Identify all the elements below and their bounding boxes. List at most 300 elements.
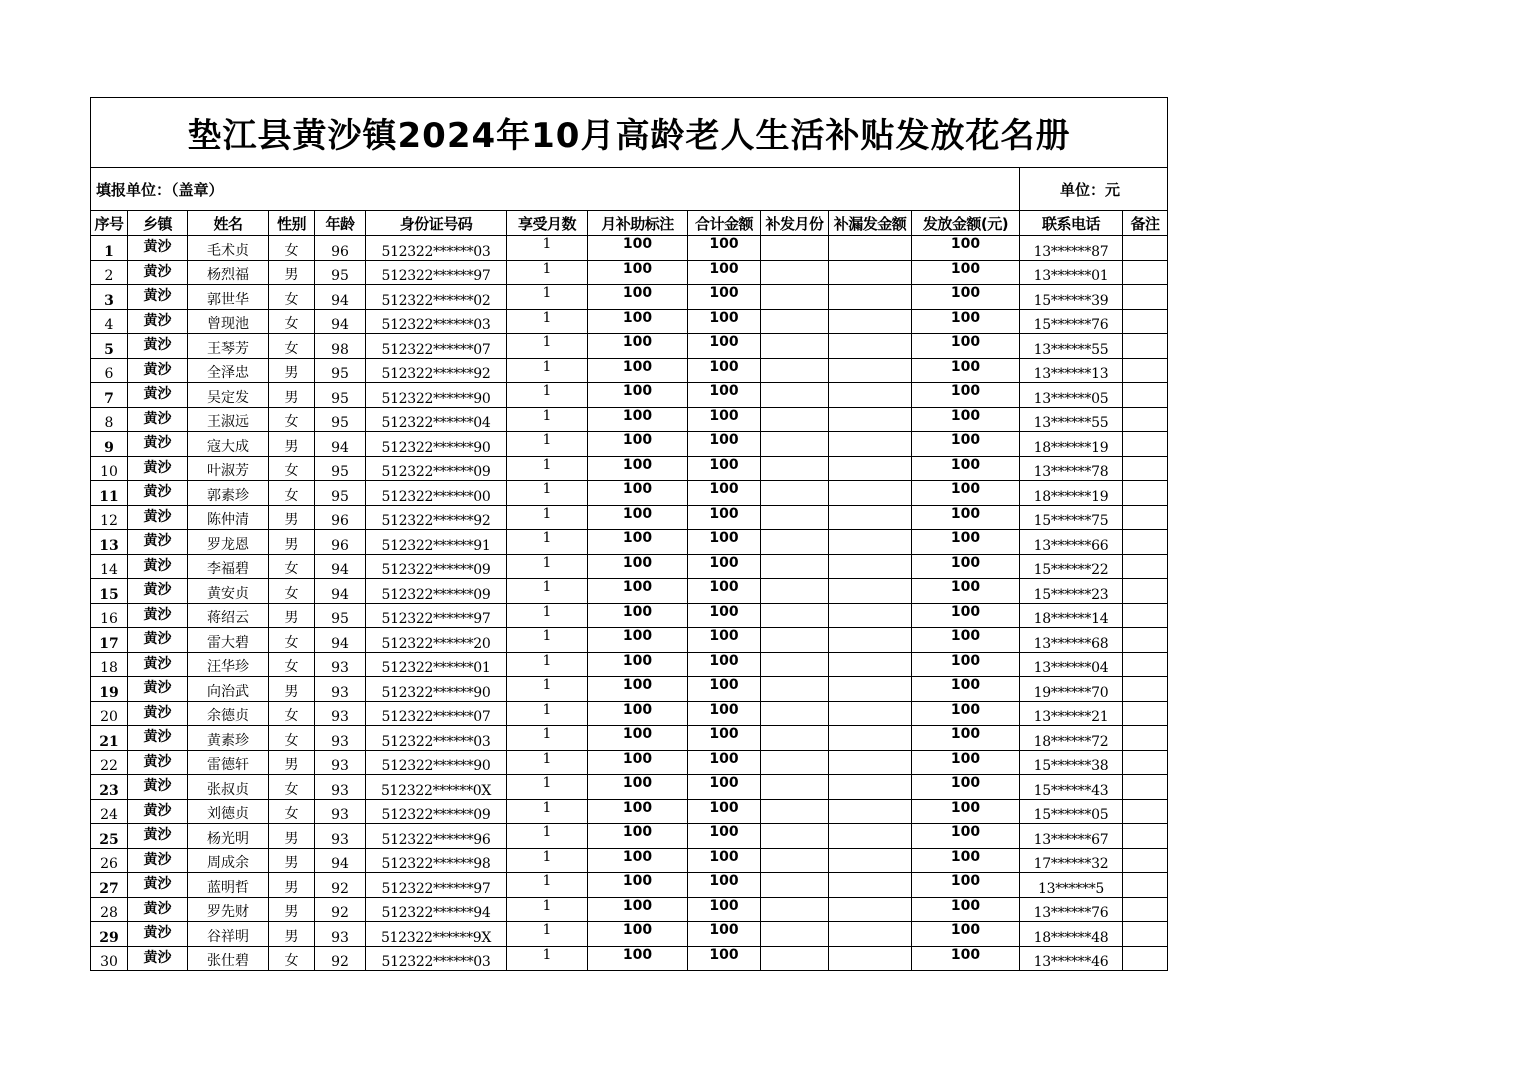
- cell-name: 张叔贞: [188, 775, 269, 800]
- cell-id: 512322******09: [366, 554, 507, 579]
- cell-total: 100: [688, 750, 761, 775]
- table-row: [91, 824, 1168, 849]
- cell-missed-amount: [829, 848, 912, 873]
- cell-missed-amount: [829, 554, 912, 579]
- cell-phone: 15******76: [1020, 309, 1123, 334]
- cell-months: 1: [507, 309, 588, 334]
- cell-id: 512322******9X: [366, 922, 507, 947]
- cell-back-month: [761, 432, 829, 457]
- cell-name: 杨光明: [188, 824, 269, 849]
- cell-missed-amount: [829, 505, 912, 530]
- col-gender-header: 性别: [269, 211, 315, 236]
- cell-name: 李福碧: [188, 554, 269, 579]
- cell-name: 蒋绍云: [188, 603, 269, 628]
- cell-age: 98: [315, 334, 366, 359]
- table-row: [91, 481, 1168, 506]
- cell-town: 黄沙: [128, 530, 188, 555]
- cell-gender: 男: [269, 922, 315, 947]
- cell-note: [1123, 285, 1168, 310]
- cell-back-month: [761, 677, 829, 702]
- cell-town: 黄沙: [128, 677, 188, 702]
- cell-back-month: [761, 848, 829, 873]
- cell-gender: 女: [269, 554, 315, 579]
- cell-amount: 100: [912, 554, 1020, 579]
- table-row: [91, 750, 1168, 775]
- cell-amount: 100: [912, 358, 1020, 383]
- cell-months: 1: [507, 481, 588, 506]
- roster-body: [91, 236, 1168, 971]
- table-row: [91, 554, 1168, 579]
- cell-missed-amount: [829, 456, 912, 481]
- cell-gender: 女: [269, 285, 315, 310]
- cell-seq: 10: [91, 456, 128, 481]
- cell-standard: 100: [588, 726, 688, 751]
- cell-back-month: [761, 481, 829, 506]
- cell-phone: 13******66: [1020, 530, 1123, 555]
- cell-months: 1: [507, 236, 588, 261]
- cell-age: 94: [315, 285, 366, 310]
- cell-note: [1123, 628, 1168, 653]
- cell-standard: 100: [588, 432, 688, 457]
- cell-missed-amount: [829, 603, 912, 628]
- cell-standard: 100: [588, 848, 688, 873]
- cell-phone: 15******43: [1020, 775, 1123, 800]
- cell-standard: 100: [588, 530, 688, 555]
- cell-total: 100: [688, 456, 761, 481]
- cell-id: 512322******90: [366, 383, 507, 408]
- cell-gender: 女: [269, 309, 315, 334]
- cell-phone: 17******32: [1020, 848, 1123, 873]
- cell-months: 1: [507, 334, 588, 359]
- cell-standard: 100: [588, 922, 688, 947]
- cell-amount: 100: [912, 309, 1020, 334]
- cell-seq: 7: [91, 383, 128, 408]
- cell-seq: 17: [91, 628, 128, 653]
- cell-total: 100: [688, 554, 761, 579]
- cell-back-month: [761, 726, 829, 751]
- cell-phone: 15******22: [1020, 554, 1123, 579]
- cell-amount: 100: [912, 285, 1020, 310]
- cell-seq: 24: [91, 799, 128, 824]
- cell-missed-amount: [829, 677, 912, 702]
- cell-seq: 6: [91, 358, 128, 383]
- cell-standard: 100: [588, 236, 688, 261]
- cell-seq: 15: [91, 579, 128, 604]
- cell-town: 黄沙: [128, 334, 188, 359]
- cell-town: 黄沙: [128, 750, 188, 775]
- cell-town: 黄沙: [128, 358, 188, 383]
- cell-seq: 2: [91, 260, 128, 285]
- cell-amount: 100: [912, 407, 1020, 432]
- cell-amount: 100: [912, 481, 1020, 506]
- cell-months: 1: [507, 652, 588, 677]
- cell-months: 1: [507, 530, 588, 555]
- cell-town: 黄沙: [128, 407, 188, 432]
- cell-id: 512322******20: [366, 628, 507, 653]
- cell-note: [1123, 726, 1168, 751]
- cell-note: [1123, 260, 1168, 285]
- cell-total: 100: [688, 432, 761, 457]
- cell-name: 周成余: [188, 848, 269, 873]
- cell-name: 吴定发: [188, 383, 269, 408]
- cell-name: 陈仲清: [188, 505, 269, 530]
- cell-total: 100: [688, 236, 761, 261]
- cell-phone: 13******13: [1020, 358, 1123, 383]
- cell-seq: 14: [91, 554, 128, 579]
- table-row: [91, 726, 1168, 751]
- cell-standard: 100: [588, 383, 688, 408]
- cell-back-month: [761, 897, 829, 922]
- cell-phone: 18******14: [1020, 603, 1123, 628]
- cell-note: [1123, 897, 1168, 922]
- cell-gender: 男: [269, 530, 315, 555]
- cell-months: 1: [507, 383, 588, 408]
- cell-age: 95: [315, 383, 366, 408]
- cell-back-month: [761, 701, 829, 726]
- cell-age: 92: [315, 897, 366, 922]
- cell-months: 1: [507, 407, 588, 432]
- cell-missed-amount: [829, 260, 912, 285]
- cell-name: 余德贞: [188, 701, 269, 726]
- cell-age: 95: [315, 456, 366, 481]
- cell-back-month: [761, 309, 829, 334]
- table-row: [91, 628, 1168, 653]
- cell-months: 1: [507, 432, 588, 457]
- cell-note: [1123, 750, 1168, 775]
- cell-id: 512322******92: [366, 505, 507, 530]
- cell-age: 96: [315, 505, 366, 530]
- cell-name: 汪华珍: [188, 652, 269, 677]
- cell-town: 黄沙: [128, 652, 188, 677]
- cell-town: 黄沙: [128, 603, 188, 628]
- cell-amount: 100: [912, 750, 1020, 775]
- cell-amount: 100: [912, 922, 1020, 947]
- cell-gender: 男: [269, 750, 315, 775]
- cell-name: 罗先财: [188, 897, 269, 922]
- cell-seq: 26: [91, 848, 128, 873]
- cell-total: 100: [688, 407, 761, 432]
- cell-phone: 18******48: [1020, 922, 1123, 947]
- cell-town: 黄沙: [128, 799, 188, 824]
- cell-standard: 100: [588, 285, 688, 310]
- table-row: [91, 848, 1168, 873]
- cell-total: 100: [688, 897, 761, 922]
- cell-id: 512322******98: [366, 848, 507, 873]
- cell-town: 黄沙: [128, 922, 188, 947]
- cell-back-month: [761, 554, 829, 579]
- cell-id: 512322******0X: [366, 775, 507, 800]
- cell-amount: 100: [912, 677, 1020, 702]
- cell-seq: 12: [91, 505, 128, 530]
- cell-total: 100: [688, 383, 761, 408]
- cell-note: [1123, 383, 1168, 408]
- cell-missed-amount: [829, 334, 912, 359]
- cell-back-month: [761, 407, 829, 432]
- reporting-unit-label: 填报单位：（盖章）: [91, 168, 1020, 211]
- cell-age: 94: [315, 554, 366, 579]
- cell-age: 93: [315, 922, 366, 947]
- cell-months: 1: [507, 505, 588, 530]
- cell-age: 95: [315, 260, 366, 285]
- col-note-header: 备注: [1123, 211, 1168, 236]
- cell-months: 1: [507, 579, 588, 604]
- cell-name: 杨烈福: [188, 260, 269, 285]
- cell-gender: 男: [269, 505, 315, 530]
- cell-id: 512322******00: [366, 481, 507, 506]
- col-missed-amount-header: 补漏发金额: [829, 211, 912, 236]
- cell-age: 94: [315, 579, 366, 604]
- cell-phone: 18******19: [1020, 432, 1123, 457]
- cell-total: 100: [688, 946, 761, 971]
- cell-town: 黄沙: [128, 432, 188, 457]
- cell-name: 黄安贞: [188, 579, 269, 604]
- cell-town: 黄沙: [128, 456, 188, 481]
- cell-town: 黄沙: [128, 946, 188, 971]
- cell-town: 黄沙: [128, 628, 188, 653]
- cell-total: 100: [688, 505, 761, 530]
- cell-town: 黄沙: [128, 848, 188, 873]
- cell-total: 100: [688, 701, 761, 726]
- cell-standard: 100: [588, 799, 688, 824]
- cell-note: [1123, 481, 1168, 506]
- cell-standard: 100: [588, 750, 688, 775]
- cell-town: 黄沙: [128, 383, 188, 408]
- cell-missed-amount: [829, 799, 912, 824]
- cell-back-month: [761, 579, 829, 604]
- cell-gender: 女: [269, 775, 315, 800]
- cell-age: 93: [315, 750, 366, 775]
- cell-id: 512322******07: [366, 334, 507, 359]
- cell-phone: 18******19: [1020, 481, 1123, 506]
- cell-gender: 女: [269, 456, 315, 481]
- cell-amount: 100: [912, 897, 1020, 922]
- cell-standard: 100: [588, 554, 688, 579]
- cell-back-month: [761, 750, 829, 775]
- cell-seq: 4: [91, 309, 128, 334]
- cell-total: 100: [688, 775, 761, 800]
- cell-age: 95: [315, 481, 366, 506]
- cell-note: [1123, 848, 1168, 873]
- cell-total: 100: [688, 285, 761, 310]
- cell-missed-amount: [829, 946, 912, 971]
- cell-amount: 100: [912, 775, 1020, 800]
- cell-missed-amount: [829, 750, 912, 775]
- cell-name: 向治武: [188, 677, 269, 702]
- cell-id: 512322******04: [366, 407, 507, 432]
- cell-age: 92: [315, 946, 366, 971]
- cell-id: 512322******92: [366, 358, 507, 383]
- table-row: [91, 383, 1168, 408]
- table-row: [91, 456, 1168, 481]
- cell-gender: 男: [269, 383, 315, 408]
- cell-standard: 100: [588, 677, 688, 702]
- cell-gender: 女: [269, 799, 315, 824]
- cell-months: 1: [507, 285, 588, 310]
- cell-town: 黄沙: [128, 505, 188, 530]
- cell-gender: 男: [269, 358, 315, 383]
- cell-note: [1123, 603, 1168, 628]
- cell-name: 张仕碧: [188, 946, 269, 971]
- cell-standard: 100: [588, 824, 688, 849]
- cell-town: 黄沙: [128, 260, 188, 285]
- cell-note: [1123, 799, 1168, 824]
- cell-back-month: [761, 505, 829, 530]
- cell-amount: 100: [912, 726, 1020, 751]
- cell-back-month: [761, 603, 829, 628]
- col-amount-header: 发放金额(元): [912, 211, 1020, 236]
- cell-back-month: [761, 775, 829, 800]
- cell-missed-amount: [829, 383, 912, 408]
- cell-note: [1123, 456, 1168, 481]
- cell-total: 100: [688, 726, 761, 751]
- cell-back-month: [761, 628, 829, 653]
- table-row: [91, 873, 1168, 898]
- cell-missed-amount: [829, 358, 912, 383]
- cell-seq: 5: [91, 334, 128, 359]
- cell-id: 512322******90: [366, 677, 507, 702]
- cell-seq: 23: [91, 775, 128, 800]
- cell-town: 黄沙: [128, 481, 188, 506]
- cell-id: 512322******03: [366, 309, 507, 334]
- cell-name: 叶淑芳: [188, 456, 269, 481]
- table-row: [91, 358, 1168, 383]
- cell-amount: 100: [912, 260, 1020, 285]
- cell-note: [1123, 873, 1168, 898]
- cell-seq: 22: [91, 750, 128, 775]
- cell-note: [1123, 505, 1168, 530]
- table-row: [91, 236, 1168, 261]
- cell-back-month: [761, 824, 829, 849]
- cell-gender: 女: [269, 652, 315, 677]
- cell-note: [1123, 652, 1168, 677]
- cell-name: 谷祥明: [188, 922, 269, 947]
- cell-phone: 13******05: [1020, 383, 1123, 408]
- cell-amount: 100: [912, 505, 1020, 530]
- cell-amount: 100: [912, 652, 1020, 677]
- col-total-header: 合计金额: [688, 211, 761, 236]
- cell-standard: 100: [588, 309, 688, 334]
- cell-missed-amount: [829, 701, 912, 726]
- cell-gender: 男: [269, 873, 315, 898]
- cell-phone: 13******55: [1020, 334, 1123, 359]
- cell-gender: 男: [269, 260, 315, 285]
- cell-missed-amount: [829, 628, 912, 653]
- cell-missed-amount: [829, 873, 912, 898]
- cell-standard: 100: [588, 946, 688, 971]
- cell-phone: 13******78: [1020, 456, 1123, 481]
- cell-total: 100: [688, 603, 761, 628]
- cell-missed-amount: [829, 309, 912, 334]
- cell-amount: 100: [912, 530, 1020, 555]
- table-row: [91, 799, 1168, 824]
- cell-amount: 100: [912, 799, 1020, 824]
- cell-name: 曾现池: [188, 309, 269, 334]
- table-row: [91, 579, 1168, 604]
- cell-gender: 男: [269, 897, 315, 922]
- col-phone-header: 联系电话: [1020, 211, 1123, 236]
- cell-standard: 100: [588, 407, 688, 432]
- cell-back-month: [761, 383, 829, 408]
- cell-note: [1123, 236, 1168, 261]
- cell-seq: 29: [91, 922, 128, 947]
- cell-age: 96: [315, 530, 366, 555]
- cell-amount: 100: [912, 456, 1020, 481]
- table-row: [91, 334, 1168, 359]
- cell-name: 毛术贞: [188, 236, 269, 261]
- cell-age: 95: [315, 407, 366, 432]
- cell-note: [1123, 701, 1168, 726]
- cell-gender: 女: [269, 236, 315, 261]
- cell-seq: 11: [91, 481, 128, 506]
- cell-id: 512322******91: [366, 530, 507, 555]
- cell-total: 100: [688, 848, 761, 873]
- cell-name: 全泽忠: [188, 358, 269, 383]
- cell-id: 512322******09: [366, 579, 507, 604]
- cell-amount: 100: [912, 628, 1020, 653]
- cell-note: [1123, 824, 1168, 849]
- cell-standard: 100: [588, 897, 688, 922]
- cell-note: [1123, 922, 1168, 947]
- roster-table: [90, 97, 1168, 971]
- cell-id: 512322******97: [366, 873, 507, 898]
- cell-months: 1: [507, 677, 588, 702]
- cell-total: 100: [688, 824, 761, 849]
- cell-gender: 男: [269, 677, 315, 702]
- cell-total: 100: [688, 260, 761, 285]
- cell-total: 100: [688, 628, 761, 653]
- cell-id: 512322******90: [366, 750, 507, 775]
- table-row: [91, 897, 1168, 922]
- col-standard-header: 月补助标注: [588, 211, 688, 236]
- cell-gender: 女: [269, 579, 315, 604]
- cell-missed-amount: [829, 897, 912, 922]
- cell-standard: 100: [588, 873, 688, 898]
- cell-total: 100: [688, 652, 761, 677]
- cell-months: 1: [507, 848, 588, 873]
- cell-total: 100: [688, 677, 761, 702]
- cell-id: 512322******03: [366, 236, 507, 261]
- table-row: [91, 505, 1168, 530]
- cell-standard: 100: [588, 481, 688, 506]
- cell-back-month: [761, 922, 829, 947]
- cell-gender: 女: [269, 726, 315, 751]
- cell-name: 王琴芳: [188, 334, 269, 359]
- cell-name: 黄素珍: [188, 726, 269, 751]
- cell-phone: 13******01: [1020, 260, 1123, 285]
- cell-total: 100: [688, 873, 761, 898]
- cell-town: 黄沙: [128, 824, 188, 849]
- cell-phone: 15******23: [1020, 579, 1123, 604]
- cell-amount: 100: [912, 432, 1020, 457]
- col-name-header: 姓名: [188, 211, 269, 236]
- cell-town: 黄沙: [128, 285, 188, 310]
- cell-gender: 男: [269, 432, 315, 457]
- cell-standard: 100: [588, 775, 688, 800]
- cell-age: 94: [315, 432, 366, 457]
- cell-back-month: [761, 530, 829, 555]
- cell-phone: 13******67: [1020, 824, 1123, 849]
- cell-missed-amount: [829, 407, 912, 432]
- cell-total: 100: [688, 799, 761, 824]
- cell-months: 1: [507, 554, 588, 579]
- cell-back-month: [761, 334, 829, 359]
- cell-months: 1: [507, 701, 588, 726]
- cell-standard: 100: [588, 456, 688, 481]
- table-row: [91, 285, 1168, 310]
- cell-missed-amount: [829, 922, 912, 947]
- cell-total: 100: [688, 579, 761, 604]
- cell-standard: 100: [588, 334, 688, 359]
